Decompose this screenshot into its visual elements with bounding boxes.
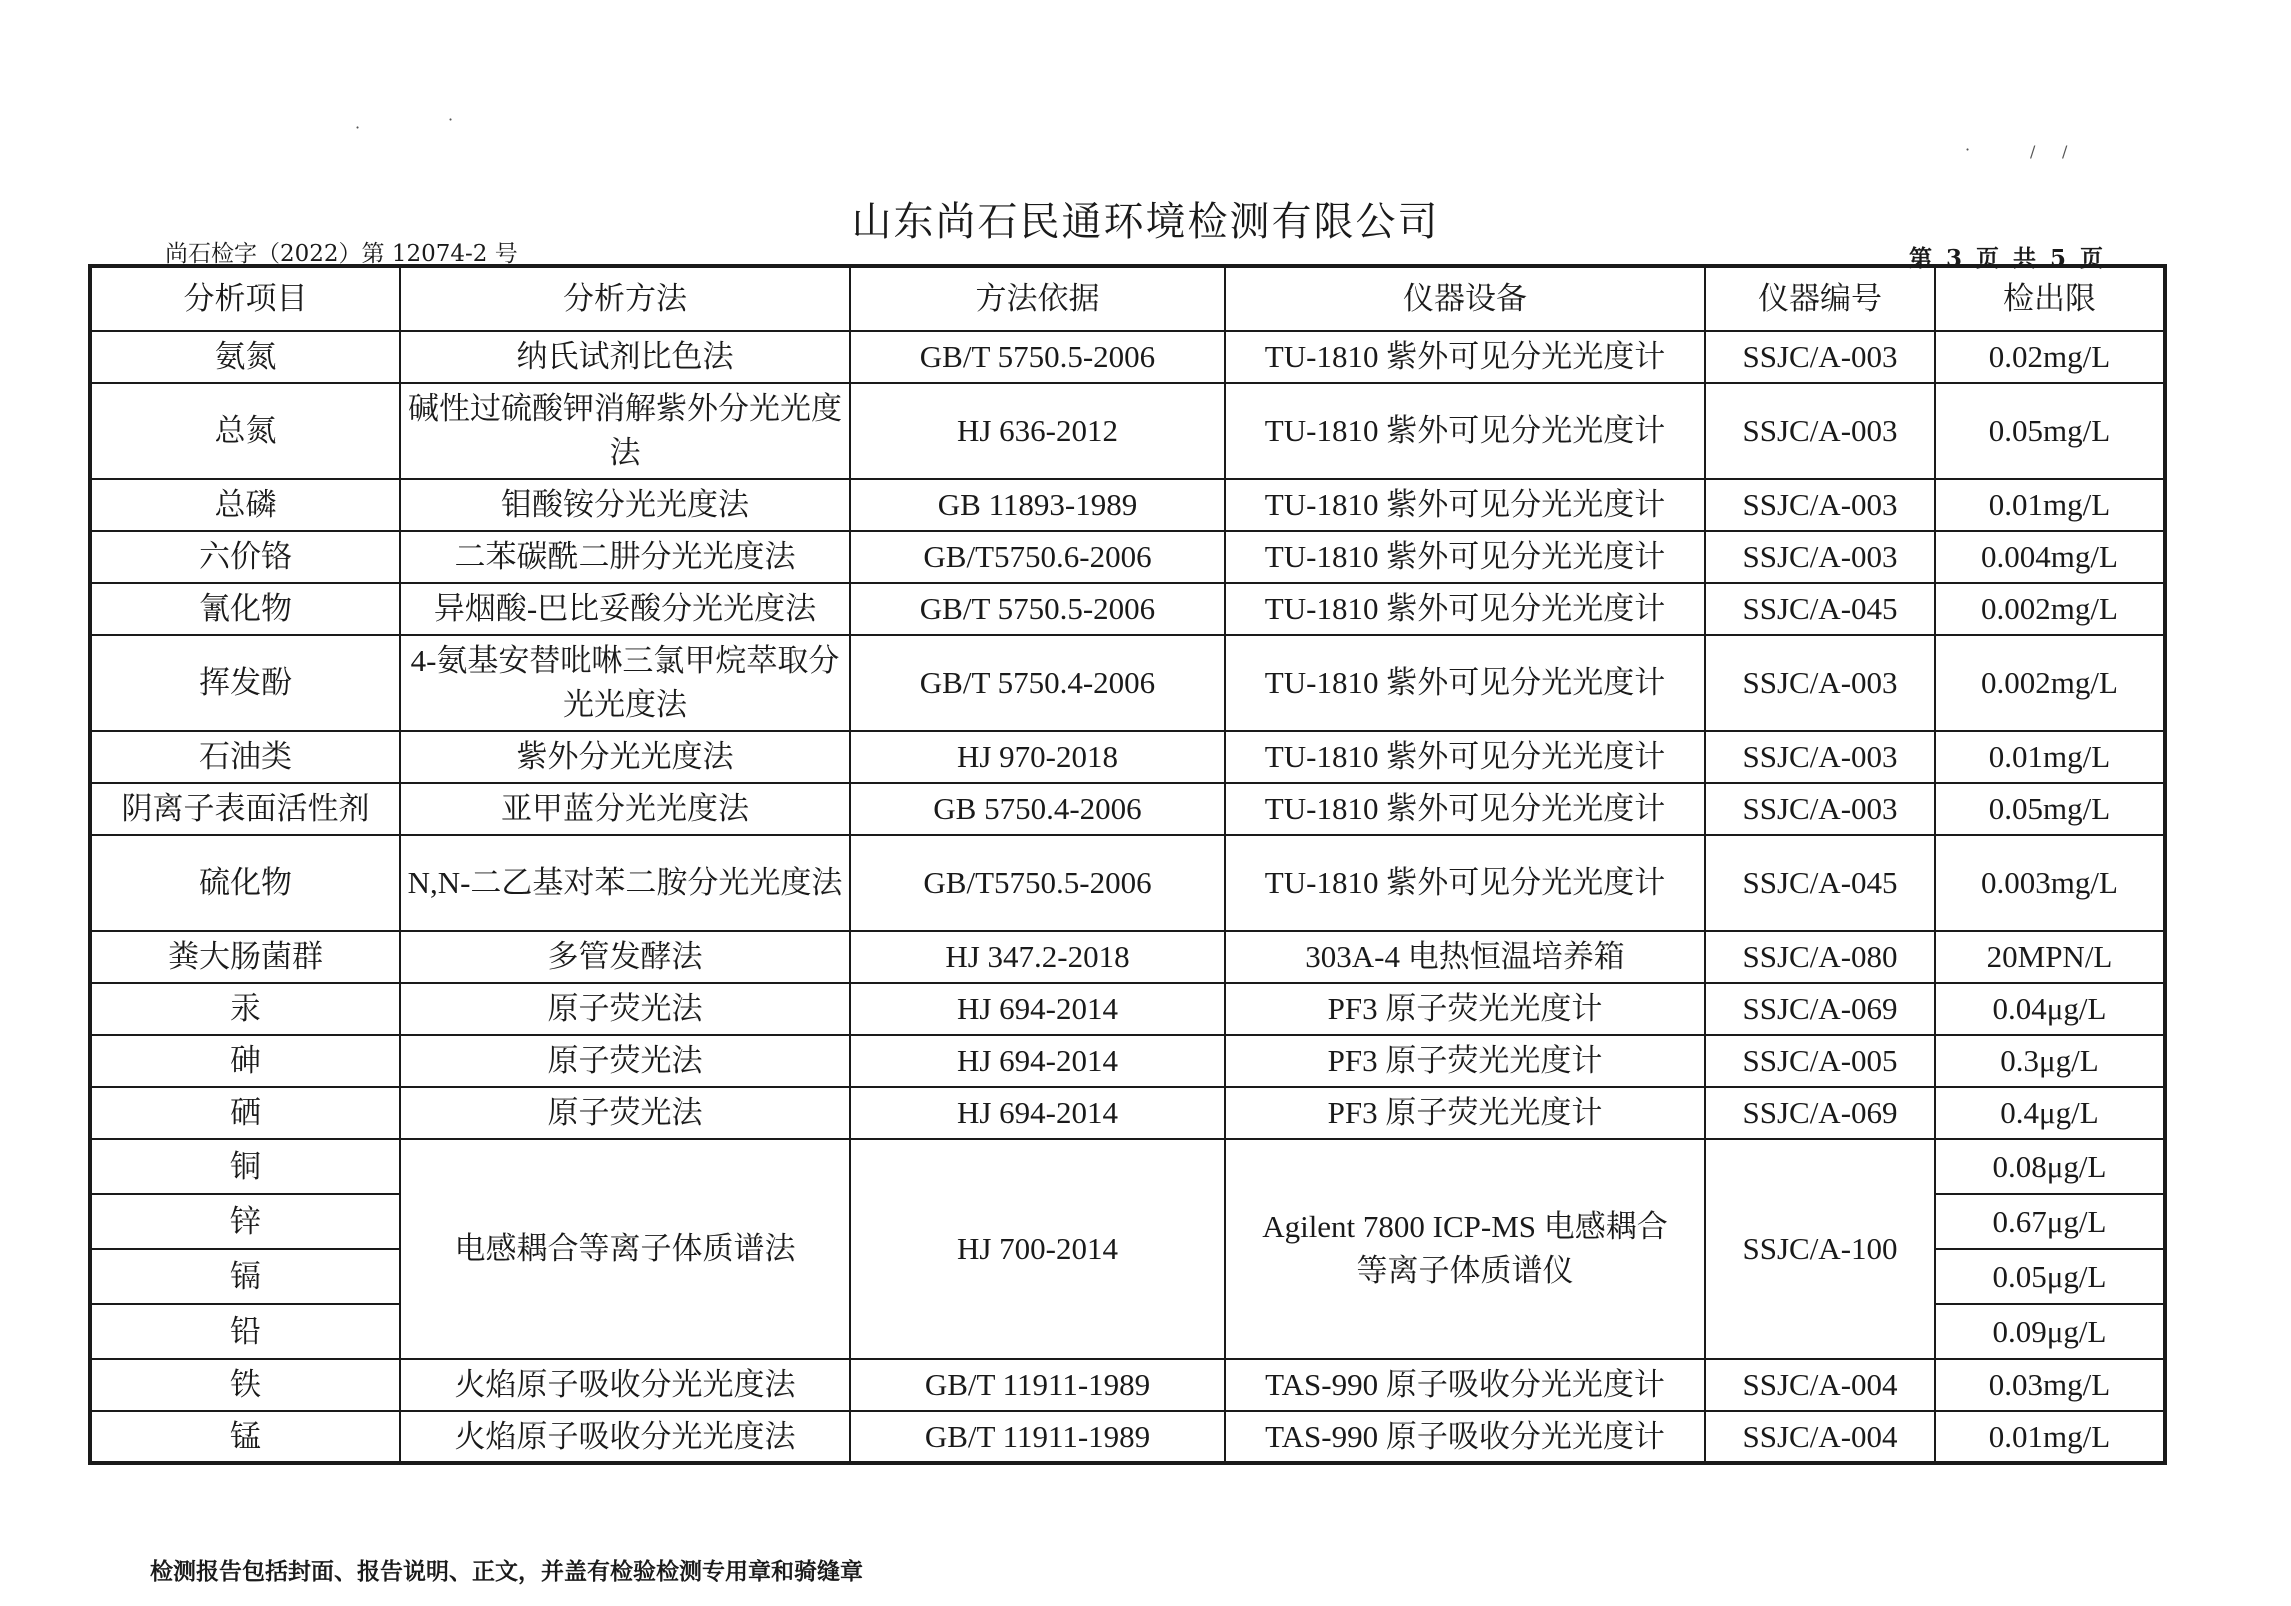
analysis-method: 纳氏试剂比色法 [400,331,850,383]
table-row [90,1087,2165,1139]
table-row [90,731,2165,783]
scan-speck: / [2030,142,2036,161]
method-basis: HJ 694-2014 [850,1087,1225,1139]
equipment: TAS-990 原子吸收分光光度计 [1225,1359,1705,1411]
table-row [90,835,2165,931]
detection-limit: 0.08μg/L [1935,1139,2165,1194]
analysis-method: 原子荧光法 [400,983,850,1035]
detection-limit: 0.01mg/L [1935,731,2165,783]
method-basis: GB/T 5750.5-2006 [850,331,1225,383]
detection-limit: 0.01mg/L [1935,1411,2165,1463]
equipment: TU-1810 紫外可见分光光度计 [1225,531,1705,583]
analysis-item: 锰 [90,1411,400,1463]
table-row [90,1139,2165,1194]
table-row [90,1035,2165,1087]
equipment-number: SSJC/A-080 [1705,931,1935,983]
analysis-method: 电感耦合等离子体质谱法 [400,1139,850,1359]
method-basis: GB 5750.4-2006 [850,783,1225,835]
table-row [90,931,2165,983]
equipment-number: SSJC/A-003 [1705,383,1935,479]
detection-limit: 0.03mg/L [1935,1359,2165,1411]
column-header: 分析方法 [400,266,850,331]
detection-limit: 0.67μg/L [1935,1194,2165,1249]
equipment-number: SSJC/A-003 [1705,731,1935,783]
method-basis: GB/T 11911-1989 [850,1411,1225,1463]
analysis-item: 总磷 [90,479,400,531]
method-basis: GB/T 5750.4-2006 [850,635,1225,731]
equipment-number: SSJC/A-003 [1705,783,1935,835]
analysis-method: 4-氨基安替吡啉三氯甲烷萃取分光光度法 [400,635,850,731]
analysis-method: 多管发酵法 [400,931,850,983]
equipment-number: SSJC/A-003 [1705,531,1935,583]
detection-limit: 0.01mg/L [1935,479,2165,531]
detection-limit: 0.4μg/L [1935,1087,2165,1139]
equipment-number: SSJC/A-005 [1705,1035,1935,1087]
detection-limit: 0.04μg/L [1935,983,2165,1035]
analysis-item: 镉 [90,1249,400,1304]
analysis-item: 阴离子表面活性剂 [90,783,400,835]
analysis-method: 火焰原子吸收分光光度法 [400,1411,850,1463]
detection-limit: 0.05mg/L [1935,783,2165,835]
equipment: TU-1810 紫外可见分光光度计 [1225,479,1705,531]
equipment: 303A-4 电热恒温培养箱 [1225,931,1705,983]
table-row [90,331,2165,383]
equipment-number: SSJC/A-045 [1705,583,1935,635]
analysis-item: 铅 [90,1304,400,1359]
analysis-item: 锌 [90,1194,400,1249]
analysis-method: 钼酸铵分光光度法 [400,479,850,531]
detection-limit: 0.05μg/L [1935,1249,2165,1304]
method-basis: HJ 694-2014 [850,1035,1225,1087]
table-row [90,531,2165,583]
analysis-item: 铜 [90,1139,400,1194]
equipment-number: SSJC/A-004 [1705,1411,1935,1463]
equipment: TU-1810 紫外可见分光光度计 [1225,783,1705,835]
equipment: TU-1810 紫外可见分光光度计 [1225,383,1705,479]
detection-limit: 0.05mg/L [1935,383,2165,479]
table-row [90,783,2165,835]
detection-limit: 0.09μg/L [1935,1304,2165,1359]
table-row [90,1411,2165,1463]
equipment: TU-1810 紫外可见分光光度计 [1225,635,1705,731]
method-basis: HJ 700-2014 [850,1139,1225,1359]
analysis-item: 石油类 [90,731,400,783]
equipment-number: SSJC/A-069 [1705,983,1935,1035]
method-basis: HJ 970-2018 [850,731,1225,783]
table-row [90,479,2165,531]
table-header-row [90,266,2165,331]
analysis-method: 原子荧光法 [400,1035,850,1087]
analysis-item: 汞 [90,983,400,1035]
column-header: 分析项目 [90,266,400,331]
scan-speck: / [2062,142,2068,161]
equipment-number: SSJC/A-004 [1705,1359,1935,1411]
analysis-method: 亚甲蓝分光光度法 [400,783,850,835]
analysis-method: 紫外分光光度法 [400,731,850,783]
analysis-item: 硫化物 [90,835,400,931]
analysis-item: 挥发酚 [90,635,400,731]
table-row [90,583,2165,635]
equipment-number: SSJC/A-003 [1705,635,1935,731]
column-header: 方法依据 [850,266,1225,331]
company-name: 山东尚石民通环境检测有限公司 [851,199,1440,245]
equipment-number: SSJC/A-045 [1705,835,1935,931]
footer-note: 检测报告包括封面、报告说明、正文，并盖有检验检测专用章和骑缝章 [150,1558,863,1585]
equipment: PF3 原子荧光光度计 [1225,1087,1705,1139]
detection-limit: 0.3μg/L [1935,1035,2165,1087]
analysis-item: 六价铬 [90,531,400,583]
analysis-item: 总氮 [90,383,400,479]
method-basis: GB 11893-1989 [850,479,1225,531]
detection-limit: 0.002mg/L [1935,635,2165,731]
equipment: TU-1810 紫外可见分光光度计 [1225,331,1705,383]
table-row [90,383,2165,479]
method-basis: GB/T 5750.5-2006 [850,583,1225,635]
scan-speck: · [1965,140,1971,159]
detection-limit: 0.004mg/L [1935,531,2165,583]
method-basis: HJ 694-2014 [850,983,1225,1035]
column-header: 仪器设备 [1225,266,1705,331]
equipment-number: SSJC/A-003 [1705,479,1935,531]
analysis-item: 粪大肠菌群 [90,931,400,983]
scan-speck: · [448,110,454,129]
analysis-item: 硒 [90,1087,400,1139]
method-basis: GB/T5750.6-2006 [850,531,1225,583]
column-header: 检出限 [1935,266,2165,331]
detection-limit: 0.02mg/L [1935,331,2165,383]
equipment: Agilent 7800 ICP-MS 电感耦合等离子体质谱仪 [1225,1139,1705,1359]
equipment: PF3 原子荧光光度计 [1225,1035,1705,1087]
equipment-number: SSJC/A-003 [1705,331,1935,383]
analysis-method: 火焰原子吸收分光光度法 [400,1359,850,1411]
equipment: TU-1810 紫外可见分光光度计 [1225,583,1705,635]
table-row [90,1359,2165,1411]
method-basis: HJ 347.2-2018 [850,931,1225,983]
analysis-item: 铁 [90,1359,400,1411]
analysis-method: 原子荧光法 [400,1087,850,1139]
table-row [90,635,2165,731]
column-header: 仪器编号 [1705,266,1935,331]
analysis-item: 砷 [90,1035,400,1087]
equipment: TU-1810 紫外可见分光光度计 [1225,835,1705,931]
method-basis: HJ 636-2012 [850,383,1225,479]
equipment: PF3 原子荧光光度计 [1225,983,1705,1035]
analysis-method: 碱性过硫酸钾消解紫外分光光度法 [400,383,850,479]
document-number: 尚石检字（2022）第 12074-2 号 [165,241,518,267]
method-basis: GB/T5750.5-2006 [850,835,1225,931]
analysis-item: 氰化物 [90,583,400,635]
equipment: TU-1810 紫外可见分光光度计 [1225,731,1705,783]
analysis-methods-table [88,264,2163,1465]
analysis-method: 二苯碳酰二肼分光光度法 [400,531,850,583]
analysis-method: 异烟酸-巴比妥酸分光光度法 [400,583,850,635]
table-row [90,983,2165,1035]
method-basis: GB/T 11911-1989 [850,1359,1225,1411]
analysis-method: N,N-二乙基对苯二胺分光光度法 [400,835,850,931]
equipment-number: SSJC/A-069 [1705,1087,1935,1139]
detection-limit: 0.002mg/L [1935,583,2165,635]
equipment-number: SSJC/A-100 [1705,1139,1935,1359]
analysis-item: 氨氮 [90,331,400,383]
scan-speck: · [355,118,361,137]
page-number: 第 3 页 共 5 页 [1908,245,2106,272]
detection-limit: 0.003mg/L [1935,835,2165,931]
detection-limit: 20MPN/L [1935,931,2165,983]
equipment: TAS-990 原子吸收分光光度计 [1225,1411,1705,1463]
